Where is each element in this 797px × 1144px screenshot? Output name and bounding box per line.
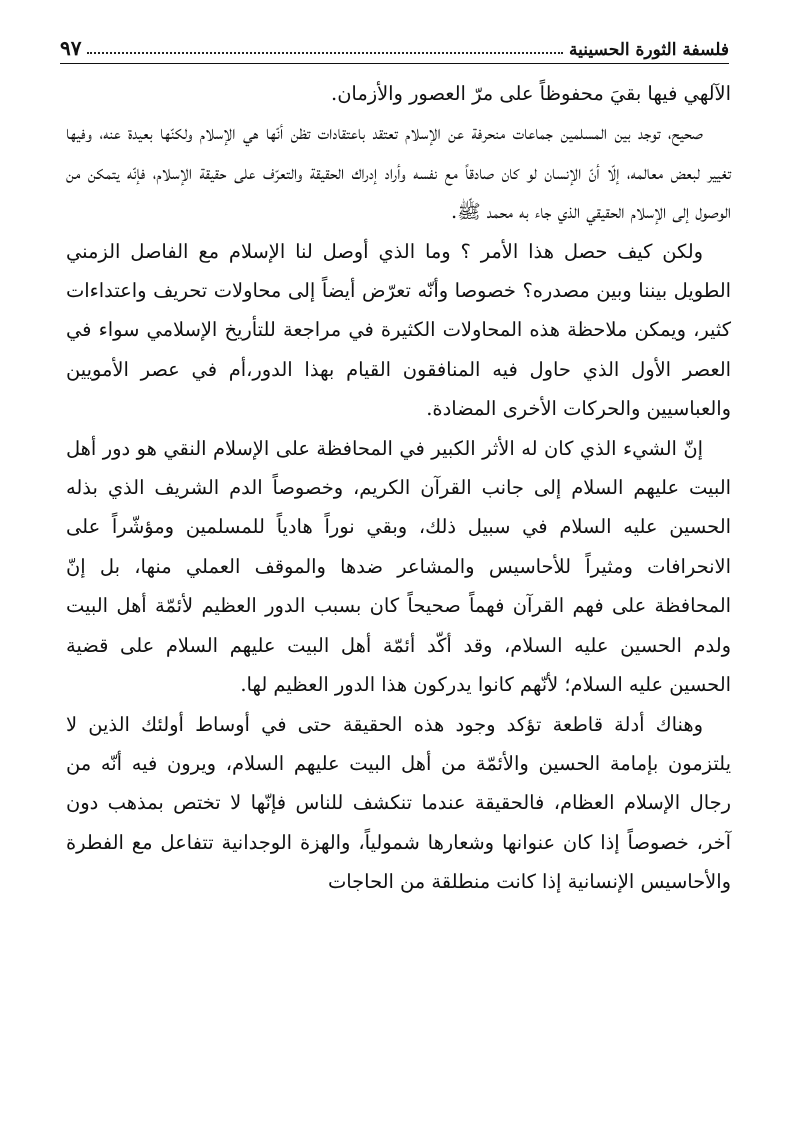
paragraph: إنّ الشيء الذي كان له الأثر الكبير في المحافظة على الإسلام النقي هو دور أهل البيت عليهم السلام إلى جانب القرآن الكريم، وخصوصاً الدم الشريف الذي بذله الحسين عليه السلام في سبيل ذلك، وبقي نوراً هادياً للمسلمين ومؤشّراً على الانحرافات ومثيراً للأحاسيس والمشاعر ضدها والموقف العملي منها، بل إنّ المحافظة على فهم القرآن فهماً صحيحاً كان بسبب الدور العظيم لأئمّة أهل البيت ولدم الحسين عليه السلام، وقد أكّد أئمّة أهل البيت عليهم السلام على قضية الحسين عليه السلام؛ لأنّهم كانوا يدركون هذا الدور العظيم لها.	[66, 436, 731, 697]
book-title: فلسفة الثورة الحسينية	[569, 40, 729, 60]
paragraph: وهناك أدلة قاطعة تؤكد وجود هذه الحقيقة حتى في أوساط أولئك الذين لا يلتزمون بإمامة الحسين والأئمّة من أهل البيت عليهم السلام، ويرون فيه أنّه من رجال الإسلام العظام، فالحقيقة عندما تنكشف للناس فإنّها لا تختص بمذهب دون آخر، خصوصاً إذا كان عنوانها وشعارها شمولياً، والهزة الوجدانية تتفاعل مع الفطرة والأحاسيس الإنسانية إذا كانت منطلقة من الحاجات	[66, 712, 731, 894]
page-number: ٩٧	[60, 36, 82, 60]
leader-dots	[87, 52, 563, 54]
body-text	[66, 74, 731, 902]
paragraph: ولكن كيف حصل هذا الأمر ؟ وما الذي أوصل لنا الإسلام مع الفاصل الزمني الطويل بيننا وبين مصدره؟ خصوصا وأنّه تعرّض أيضاً إلى محاولات تحريف واعتداءات كثير، ويمكن ملاحظة هذه المحاولات الكثيرة في مراجعة للتأريخ الإسلامي سواء في العصر الأول الذي حاول فيه المنافقون القيام بهذا الدور،أم في عصر الأمويين والعباسيين والحركات الأخرى المضادة.	[66, 239, 731, 421]
running-header	[60, 30, 729, 64]
paragraph-continuation: الآلهي فيها بقيَ محفوظاً على مرّ العصور والأزمان.	[331, 82, 731, 105]
paragraph: صحيح، توجد بين المسلمين جماعات منحرفة عن الإسلام تعتقد باعتقادات تظن أنّها هي الإسلام ولكنّها بعيدة عنه، وفيها تغيير لبعض معالمه، إلّا أنّ الإنسان لو كان صادقاً مع نفسه وأراد إدراك الحقيقة والتعرّف على حقيقة الإسلام، فإنّه يتمكن من الوصول إلى الإسلام الحقيقي الذي جاء به محمد ﷺ.	[66, 121, 731, 224]
